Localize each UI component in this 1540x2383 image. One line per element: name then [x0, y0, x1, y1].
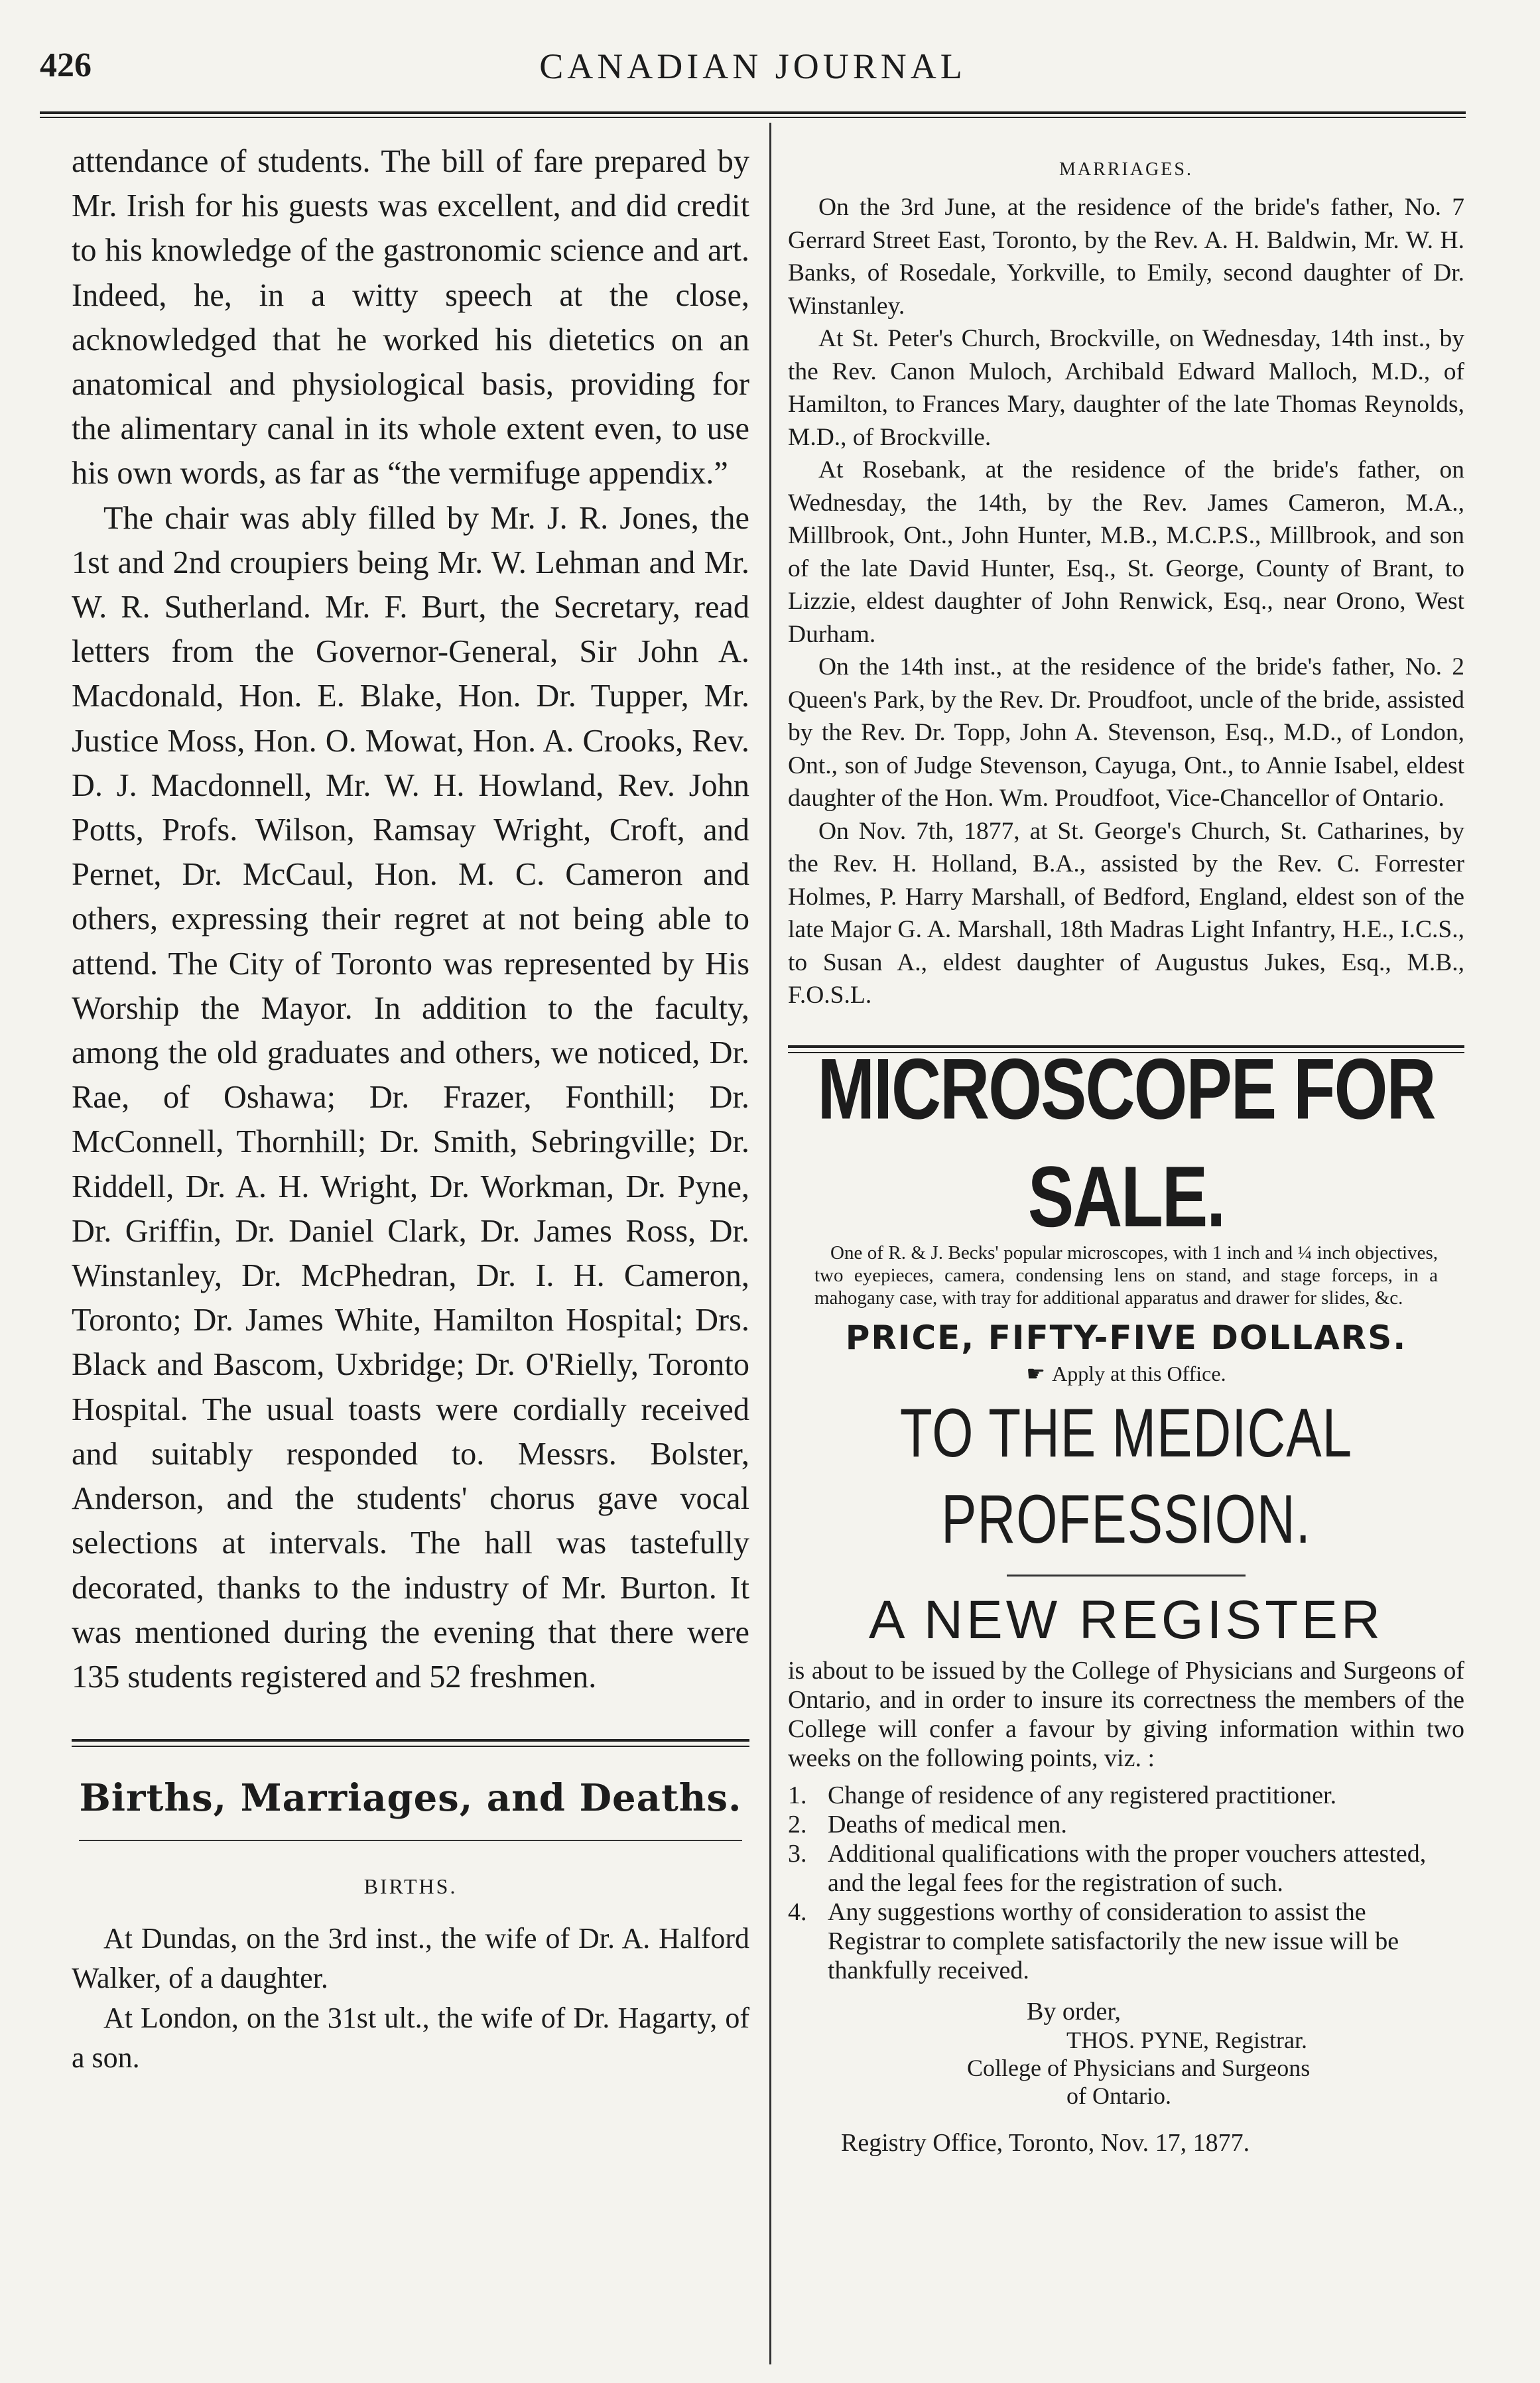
marriage-notice: On Nov. 7th, 1877, at St. George's Church, St. Catharines, by the Rev. H. Holland, B.A., assisted by the Rev. C. Forrester Holmes, P. Harry Marshall, of Bedford, England, eldest son of the late Major G. A. Marshall, 18th Madras Light Infantry, H.E., I.C.S., to Susan A., eldest daughter of Augustus Jukes, Esq., M.B., F.O.S.L. [788, 817, 1464, 1009]
point-text: Any suggestions worthy of consideration to assist the Registrar to complete satisfactorily the new issue will be thankfully received. [828, 1898, 1399, 1984]
point-text: Deaths of medical men. [828, 1810, 1067, 1838]
register-point [788, 1810, 1464, 1839]
microscope-ad [788, 1041, 1464, 1386]
register-divider [1007, 1575, 1246, 1577]
marriage-notice: At St. Peter's Church, Brockville, on Wednesday, 14th inst., by the Rev. Canon Muloch, Archibald Edward Malloch, M.D., of Hamilton, to Frances Mary, daughter of the late Thomas Reynolds, M.D., of Brockville. [788, 325, 1464, 451]
point-text: Additional qualifications with the proper vouchers attested, and the legal fees for the registration of such. [828, 1839, 1427, 1897]
page-number: 426 [40, 46, 92, 84]
register-points [788, 1781, 1464, 1985]
right-column [788, 139, 1464, 2158]
signatory: THOS. PYNE, Registrar. [1066, 2026, 1307, 2053]
microscope-ad-description: One of R. & J. Becks' popular microscopes, with 1 inch and ¼ inch objectives, two eyepieces, camera, condensing lens on stand, and stage forceps, in a mahogany case, with tray for additional apparatus and drawer for slides, &c. [814, 1242, 1438, 1309]
article-paragraph: attendance of students. The bill of fare prepared by Mr. Irish for his guests was excellent, and did credit to his knowledge of the gastronomic science and art. Indeed, he, in a witty speech at the close, acknowledged that he worked his dietetics on an anatomical and physiological basis, providing for the alimentary canal in its whole extent even, to use his own words, as far as “the vermifuge appendix.” [72, 144, 749, 491]
by-order: By order, [1027, 1997, 1121, 2026]
register-subheadline: A NEW REGISTER [868, 1589, 1384, 1650]
header-rule [40, 111, 1466, 114]
register-notice [788, 1394, 1464, 2158]
marriages-heading: MARRIAGES. [1059, 159, 1193, 180]
pointing-hand-icon: ☛ [1026, 1361, 1046, 1385]
point-number: 4. [788, 1898, 807, 1926]
section-rules [72, 1739, 749, 1747]
point-text: Change of residence of any registered practitioner. [828, 1781, 1337, 1809]
register-point [788, 1898, 1464, 1985]
marriage-notice: On the 3rd June, at the residence of the bride's father, No. 7 Gerrard Street East, Toronto, by the Rev. A. H. Baldwin, Mr. W. H. Banks, of Rosedale, Yorkville, to Emily, second daughter of Dr. Winstanley. [788, 194, 1464, 320]
births-heading: BIRTHS. [363, 1874, 458, 1899]
apply-text: Apply at this Office. [1052, 1361, 1226, 1385]
point-number: 2. [788, 1810, 807, 1838]
marriage-notice: At Rosebank, at the residence of the bride's father, on Wednesday, the 14th, by the Rev. James Cameron, M.A., Millbrook, Ont., John Hunter, M.B., M.C.P.S., Millbrook, and son of the late David Hunter, Esq., St. George, County of Brant, to Lizzie, eldest daughter of John Renwick, Esq., near Orono, West Durham. [788, 456, 1464, 648]
apply-line [788, 1361, 1464, 1386]
birth-notice: At London, on the 31st ult., the wife of Dr. Hagarty, of a son. [72, 2002, 749, 2075]
register-point [788, 1839, 1464, 1898]
birth-notice: At Dundas, on the 3rd inst., the wife of Dr. A. Halford Walker, of a daughter. [72, 1922, 749, 1995]
article-text [72, 139, 749, 1699]
register-point [788, 1781, 1464, 1810]
section-rule-thin [72, 1746, 749, 1747]
point-number: 3. [788, 1839, 807, 1868]
section-title: Births, Marriages, and Deaths. [79, 1776, 742, 1821]
marriage-notice: On the 14th inst., at the residence of the bride's father, No. 2 Queen's Park, by the Rev. Dr. Proudfoot, uncle of the bride, assisted by the Rev. Dr. Topp, John A. Stevenson, Esq., M.D., of London, Ont., son of Judge Stevenson, Cayuga, Ont., to Annie Isabel, eldest daughter of the Hon. Wm. Proudfoot, Vice-Chancellor of Ontario. [788, 653, 1464, 812]
microscope-ad-title: MICROSCOPE FOR SALE. [817, 1041, 1435, 1246]
college-name-cont: of Ontario. [1066, 2082, 1171, 2109]
article-paragraph: The chair was ably filled by Mr. J. R. Jones, the 1st and 2nd croupiers being Mr. W. Lehman and Mr. W. R. Sutherland. Mr. F. Burt, the Secretary, read letters from the Governor-General, Sir John A. Macdonald, Hon. E. Blake, Hon. Dr. Tupper, Mr. Justice Moss, Hon. O. Mowat, Hon. A. Crooks, Rev. D. J. Macdonnell, Mr. W. H. Howland, Rev. John Potts, Profs. Wilson, Ramsay Wright, Croft, and Pernet, Dr. McCaul, Hon. M. C. Cameron and others, expressing their regret at not being able to attend. The City of Toronto was represented by His Worship the Mayor. In addition to the faculty, among the old graduates and others, we noticed, Dr. Rae, of Oshawa; Dr. Frazer, Fonthill; Dr. McConnell, Thornhill; Dr. Smith, Sebringville; Dr. Riddell, Dr. A. H. Wright, Dr. Workman, Dr. Pyne, Dr. Griffin, Dr. Daniel Clark, Dr. James Ross, Dr. Winstanley, Dr. McPhedran, Dr. I. H. Cameron, Toronto; Dr. James White, Hamilton Hospital; Drs. Black and Bascom, Uxbridge; Dr. O'Rielly, Toronto Hospital. The usual toasts were cordially received and suitably responded to. Messrs. Bolster, Anderson, and the students' chorus gave vocal selections at intervals. The hall was tastefully decorated, thanks to the industry of Mr. Burton. It was mentioned during the evening that there were 135 students registered and 52 freshmen. [72, 500, 749, 1695]
column-divider [769, 123, 771, 2364]
page-header [40, 36, 1466, 96]
register-intro: is about to be issued by the College of Physicians and Surgeons of Ontario, and in order to insure its correctness the members of the College will confer a favour by giving information within two weeks on the following points, viz. : [788, 1656, 1464, 1772]
left-column [72, 139, 749, 2078]
journal-title: CANADIAN JOURNAL [539, 46, 966, 86]
point-number: 1. [788, 1781, 807, 1809]
microscope-ad-price: PRICE, FIFTY-FIVE DOLLARS. [845, 1318, 1407, 1357]
register-headline: TO THE MEDICAL PROFESSION. [899, 1394, 1353, 1557]
college-name: College of Physicians and Surgeons [967, 2054, 1311, 2081]
header-rule-thin [40, 117, 1466, 118]
section-divider [79, 1840, 742, 1841]
section-rule [72, 1739, 749, 1742]
dateline: Registry Office, Toronto, Nov. 17, 1877. [841, 2128, 1250, 2157]
